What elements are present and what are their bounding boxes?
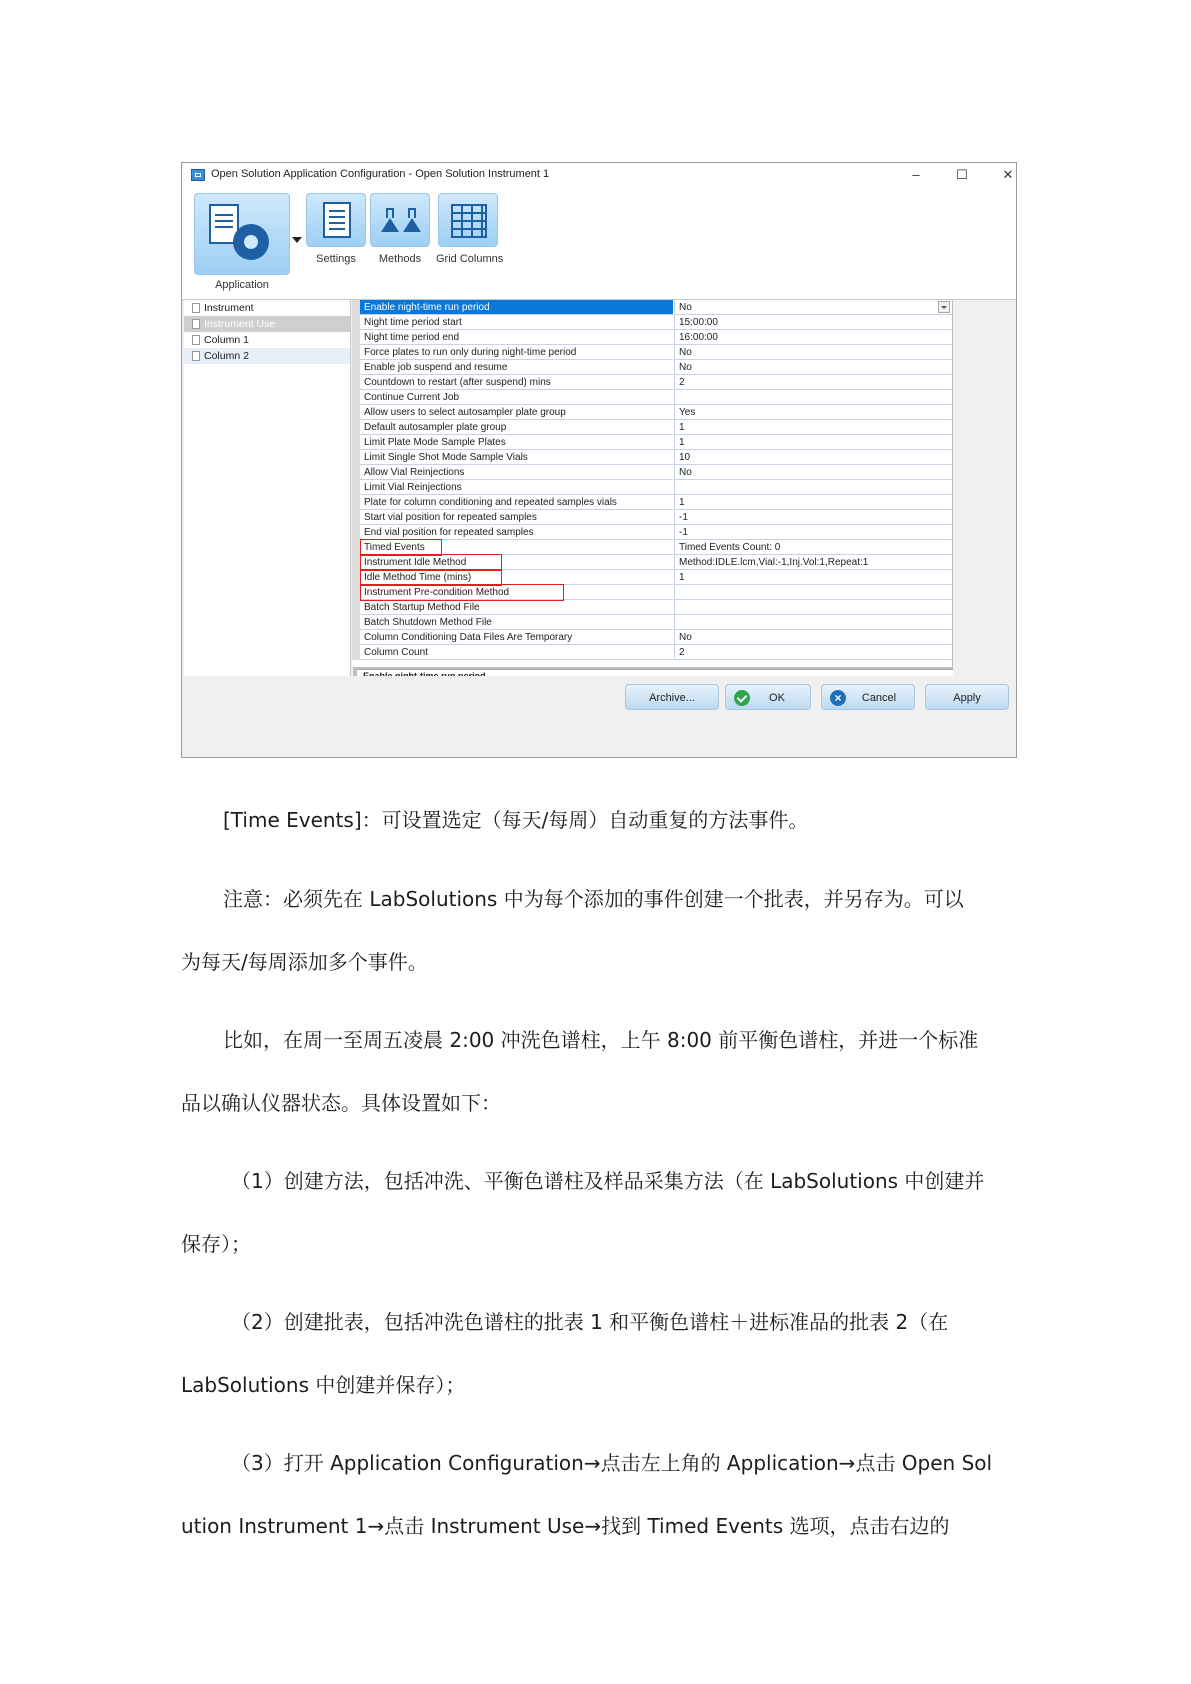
apply-button[interactable]: Apply <box>925 684 1009 710</box>
maximize-button[interactable]: ☐ <box>956 167 968 182</box>
sidebar-item-instrument-use[interactable]: Instrument Use <box>184 316 350 332</box>
grid-columns-button[interactable] <box>436 193 504 265</box>
property-name: End vial position for repeated samples <box>360 525 673 540</box>
property-row[interactable] <box>352 360 952 375</box>
paragraph-note-line-1: 注意：必须先在 LabSolutions 中为每个添加的事件创建一个批表，并另存为。可以 <box>223 887 964 911</box>
property-row[interactable] <box>352 435 952 450</box>
page-icon <box>192 319 200 329</box>
property-value[interactable] <box>674 390 952 405</box>
property-row-timed-events[interactable] <box>352 540 952 555</box>
property-value[interactable] <box>674 600 952 615</box>
property-name: Instrument Pre-condition Method <box>360 585 673 600</box>
grid-icon <box>438 193 498 247</box>
title-bar <box>182 163 1016 187</box>
property-row[interactable] <box>352 465 952 480</box>
dialog-button-bar <box>182 676 1016 758</box>
property-name: Continue Current Job <box>360 390 673 405</box>
property-row[interactable] <box>352 645 952 660</box>
settings-icon <box>306 193 366 247</box>
property-value[interactable]: No <box>674 465 952 480</box>
config-window-screenshot <box>181 162 1017 758</box>
property-name: Night time period start <box>360 315 673 330</box>
property-value[interactable]: 16:00:00 <box>674 330 952 345</box>
chevron-down-icon[interactable] <box>938 301 950 313</box>
property-row[interactable] <box>352 525 952 540</box>
property-name: Enable job suspend and resume <box>360 360 673 375</box>
property-row[interactable] <box>352 630 952 645</box>
paragraph-step-3-line-1: （3）打开 Application Configuration→点击左上角的 Application→点击 Open Sol <box>231 1451 993 1475</box>
property-row[interactable] <box>352 615 952 630</box>
close-button[interactable]: ✕ <box>1002 167 1014 182</box>
property-name: Limit Single Shot Mode Sample Vials <box>360 450 673 465</box>
property-value[interactable] <box>674 615 952 630</box>
dropdown-arrow-icon[interactable] <box>292 237 302 243</box>
property-value[interactable]: 1 <box>674 570 952 585</box>
sidebar-item-column-1[interactable]: Column 1 <box>184 332 350 348</box>
application-label: Application <box>215 279 269 291</box>
property-value[interactable]: -1 <box>674 510 952 525</box>
property-value[interactable]: 10 <box>674 450 952 465</box>
property-name: Column Count <box>360 645 673 660</box>
ribbon-toolbar <box>182 187 1016 300</box>
property-name: Plate for column conditioning and repeated samples vials <box>360 495 673 510</box>
settings-button[interactable] <box>304 193 368 265</box>
paragraph-step-2-line-1: （2）创建批表，包括冲洗色谱柱的批表 1 和平衡色谱柱＋进标准品的批表 2（在 <box>231 1310 949 1334</box>
property-row[interactable] <box>352 330 952 345</box>
property-name: Night time period end <box>360 330 673 345</box>
property-name: Default autosampler plate group <box>360 420 673 435</box>
page-icon <box>192 351 200 361</box>
application-menu-button[interactable] <box>194 193 290 291</box>
property-value[interactable]: 1 <box>674 420 952 435</box>
paragraph-step-2-line-2: LabSolutions 中创建并保存）； <box>181 1373 466 1397</box>
property-row[interactable] <box>352 390 952 405</box>
property-row[interactable] <box>352 300 952 315</box>
highlight-box-precondition <box>360 584 564 601</box>
property-value[interactable]: Timed Events Count: 0 <box>674 540 952 555</box>
property-value[interactable]: -1 <box>674 525 952 540</box>
property-value[interactable] <box>674 480 952 495</box>
methods-button[interactable] <box>368 193 432 265</box>
sidebar-item-instrument[interactable]: Instrument <box>184 300 350 316</box>
sidebar-item-column-2[interactable]: Column 2 <box>184 348 350 364</box>
property-name: Force plates to run only during night-time period <box>360 345 673 360</box>
property-name: Column Conditioning Data Files Are Temporary <box>360 630 673 645</box>
property-value[interactable]: No <box>674 630 952 645</box>
paragraph-time-events: [Time Events]：可设置选定（每天/每周）自动重复的方法事件。 <box>223 808 809 832</box>
property-name: Idle Method Time (mins) <box>360 570 673 585</box>
property-name: Allow Vial Reinjections <box>360 465 673 480</box>
paragraph-step-1-line-2: 保存）； <box>181 1232 251 1256</box>
methods-label: Methods <box>378 253 422 265</box>
property-name: Instrument Idle Method <box>360 555 673 570</box>
page-icon <box>192 335 200 345</box>
cancel-x-icon: × <box>830 690 846 706</box>
property-value-dropdown[interactable]: No <box>674 300 952 315</box>
property-name: Limit Vial Reinjections <box>360 480 673 495</box>
flask-icon <box>370 193 430 247</box>
property-grid <box>352 300 952 667</box>
paragraph-example-line-2: 品以确认仪器状态。具体设置如下： <box>181 1091 501 1115</box>
property-name: Allow users to select autosampler plate group <box>360 405 673 420</box>
property-row[interactable] <box>352 315 952 330</box>
property-value[interactable]: 1 <box>674 495 952 510</box>
window-title: Open Solution Application Configuration - Open Solution Instrument 1 <box>211 168 550 180</box>
property-row[interactable] <box>352 600 952 615</box>
property-value[interactable] <box>674 585 952 600</box>
minimize-button[interactable]: – <box>912 167 920 182</box>
page-icon <box>192 303 200 313</box>
property-row[interactable] <box>352 450 952 465</box>
property-name: Enable night-time run period <box>360 300 673 315</box>
property-name: Batch Startup Method File <box>360 600 673 615</box>
property-value[interactable]: Method:IDLE.lcm,Vial:-1,Inj.Vol:1,Repeat:1 <box>674 555 952 570</box>
ok-button[interactable]: OK <box>725 684 811 710</box>
application-icon <box>194 193 290 275</box>
property-row[interactable] <box>352 510 952 525</box>
grid-columns-label: Grid Columns <box>436 253 504 265</box>
paragraph-example-line-1: 比如，在周一至周五凌晨 2:00 冲洗色谱柱，上午 8:00 前平衡色谱柱，并进一个标准 <box>223 1028 979 1052</box>
settings-label: Settings <box>316 253 356 265</box>
check-icon <box>734 690 750 706</box>
property-value[interactable]: No <box>674 345 952 360</box>
app-window-icon <box>191 169 205 181</box>
property-name: Timed Events <box>360 540 673 555</box>
property-value[interactable]: Yes <box>674 405 952 420</box>
property-row[interactable] <box>352 480 952 495</box>
property-row[interactable] <box>352 345 952 360</box>
property-row[interactable] <box>352 405 952 420</box>
property-row[interactable] <box>352 495 952 510</box>
property-value[interactable]: 1 <box>674 435 952 450</box>
property-name: Batch Shutdown Method File <box>360 615 673 630</box>
property-row[interactable] <box>352 420 952 435</box>
property-value[interactable]: 15:00:00 <box>674 315 952 330</box>
paragraph-step-1-line-1: （1）创建方法，包括冲洗、平衡色谱柱及样品采集方法（在 LabSolutions 中创建并 <box>231 1169 985 1193</box>
property-name: Limit Plate Mode Sample Plates <box>360 435 673 450</box>
property-value[interactable]: No <box>674 360 952 375</box>
cancel-button[interactable]: × Cancel <box>821 684 915 710</box>
paragraph-note-line-2: 为每天/每周添加多个事件。 <box>181 950 428 974</box>
property-name: Countdown to restart (after suspend) mins <box>360 375 673 390</box>
paragraph-step-3-line-2: ution Instrument 1→点击 Instrument Use→找到 Timed Events 选项，点击右边的 <box>181 1514 950 1538</box>
property-row[interactable] <box>352 375 952 390</box>
archive-button[interactable]: Archive... <box>625 684 719 710</box>
property-value[interactable]: 2 <box>674 645 952 660</box>
property-value[interactable]: 2 <box>674 375 952 390</box>
property-name: Start vial position for repeated samples <box>360 510 673 525</box>
